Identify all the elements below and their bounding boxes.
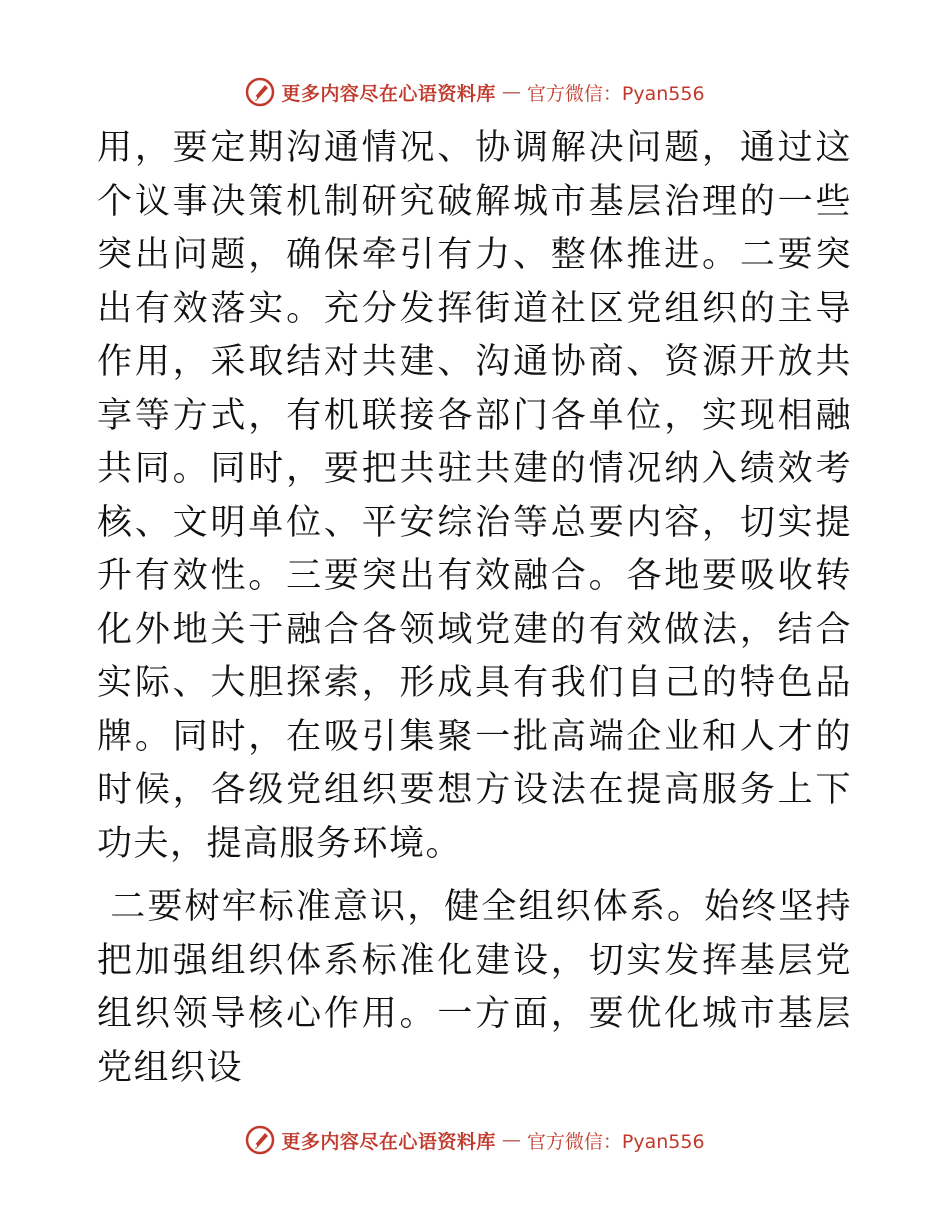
footer-brand-text: 更多内容尽在心语资料库 <box>281 1130 496 1153</box>
footer-contact-text: 官方微信：Pyan556 <box>526 1130 705 1153</box>
header-separator: — <box>501 81 521 103</box>
header-contact-text: 官方微信：Pyan556 <box>526 82 705 105</box>
document-body <box>97 122 852 1095</box>
paragraph-1: 用，要定期沟通情况、协调解决问题，通过这个议事决策机制研究破解城市基层治理的一些突出问题，确保牵引有力、整体推进。二要突出有效落实。充分发挥街道社区党组织的主导作用，采取结对共建、沟通协商、资源开放共享等方式，有机联接各部门各单位，实现相融共同。同时，要把共驻共建的情况纳入绩效考核、文明单位、平安综治等总要内容，切实提升有效性。三要突出有效融合。各地要吸收转化外地关于融合各领域党建的有效做法，结合实际、大胆探索，形成具有我们自己的特色品牌。同时，在吸引集聚一批高端企业和人才的时候，各级党组织要想方设法在提高服务上下功夫，提高服务环境。 <box>97 128 852 864</box>
header-brand-text: 更多内容尽在心语资料库 <box>281 82 496 105</box>
page-footer <box>0 1120 950 1160</box>
footer-separator: — <box>501 1129 521 1151</box>
page-header <box>0 72 950 112</box>
pen-nib-logo-icon <box>245 1125 275 1155</box>
pen-nib-logo-icon <box>245 77 275 107</box>
paragraph-2: 二要树牢标准意识，健全组织体系。始终坚持把加强组织体系标准化建设，切实发挥基层党组织领导核心作用。一方面，要优化城市基层党组织设 <box>97 887 852 1088</box>
